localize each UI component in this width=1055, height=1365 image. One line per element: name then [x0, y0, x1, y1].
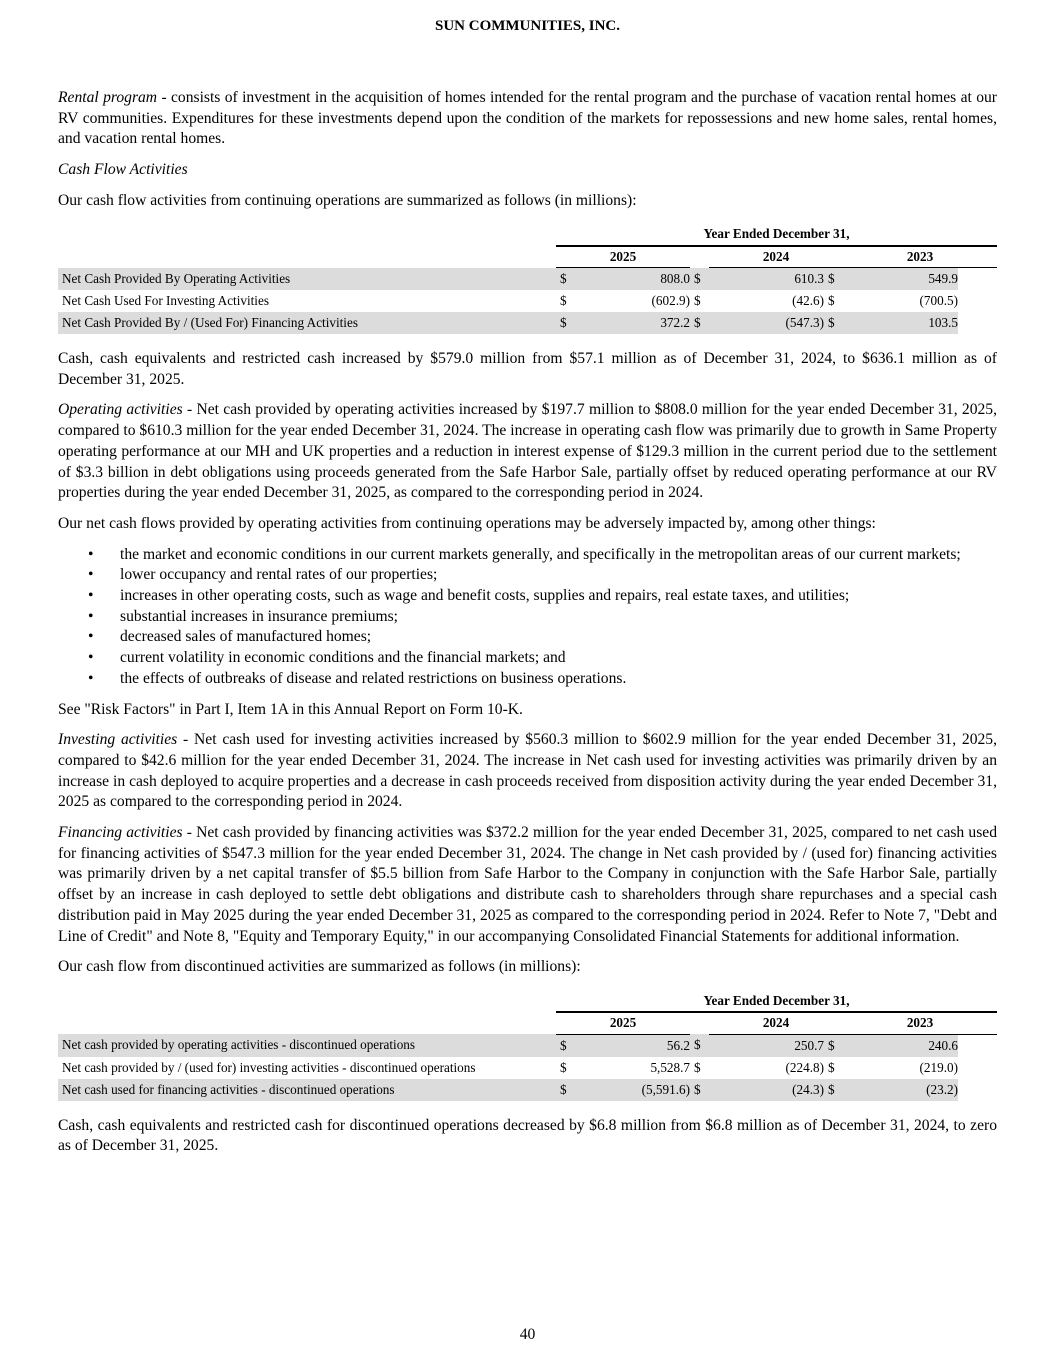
value-2025: 372.2 — [575, 312, 690, 334]
currency-symbol: $ — [560, 1059, 567, 1075]
bullet-glyph: • — [88, 628, 94, 646]
investing-activities-term: Investing activities — [58, 731, 178, 749]
period-header: Year Ended December 31, — [556, 990, 997, 1012]
impact-intro-paragraph: Our net cash flows provided by operating activities from continuing operations may be adversely impacted by, among other things: — [58, 514, 876, 532]
rental-program-term: Rental program — [58, 89, 158, 106]
value-2023: 549.9 — [843, 268, 958, 291]
value-2023: 103.5 — [843, 312, 958, 334]
operating-activities-term: Operating activities — [58, 401, 183, 419]
value-2025: (5,591.6) — [575, 1079, 690, 1101]
year-header-2023: 2023 — [843, 1012, 997, 1034]
currency-symbol: $ — [690, 1034, 709, 1057]
currency-symbol: $ — [828, 293, 835, 309]
row-label: Net Cash Provided By Operating Activities — [58, 268, 556, 291]
investing-activities-paragraph — [58, 730, 997, 813]
list-item-text: lower occupancy and rental rates of our properties; — [120, 566, 438, 584]
list-item — [58, 545, 997, 566]
value-2024: 610.3 — [709, 268, 824, 291]
bullet-glyph: • — [88, 607, 94, 625]
operating-activities-paragraph — [58, 400, 997, 504]
year-header-2024: 2024 — [709, 246, 843, 268]
table-row — [58, 1057, 997, 1079]
list-item — [58, 586, 997, 607]
value-2023: (700.5) — [919, 293, 958, 309]
cash-flow-heading-text: Cash Flow Activities — [58, 161, 188, 179]
row-label: Net Cash Provided By / (Used For) Financing Activities — [58, 312, 556, 334]
currency-symbol: $ — [556, 1079, 575, 1101]
value-2023: (219.0) — [919, 1059, 958, 1075]
value-2025: (602.9) — [651, 293, 690, 309]
rental-program-paragraph — [58, 88, 997, 150]
financing-activities-term: Financing activities — [58, 824, 183, 842]
currency-symbol: $ — [694, 293, 701, 309]
rental-program-text: - consists of investment in the acquisition of homes intended for the rental program and the purchase of vacation rental homes at our RV communities. Expenditures for these investments depend upon the condition of the markets for repossessions and new home sales, rental homes, and vacation rental homes. — [58, 89, 997, 148]
table-row — [58, 268, 997, 291]
financing-activities-paragraph — [58, 823, 997, 947]
value-2025: 808.0 — [575, 268, 690, 291]
currency-symbol: $ — [690, 1079, 709, 1101]
list-item-text: increases in other operating costs, such as wage and benefit costs, supplies and repairs, real estate taxes, and utilities; — [120, 587, 850, 605]
currency-symbol: $ — [824, 1079, 843, 1101]
page-number: 40 — [519, 1326, 536, 1343]
value-2023: 240.6 — [843, 1034, 958, 1057]
currency-symbol: $ — [556, 268, 575, 291]
table-row — [58, 290, 997, 312]
row-label: Net cash used for financing activities - discontinued operations — [58, 1079, 556, 1101]
currency-symbol: $ — [824, 312, 843, 334]
year-header-2024: 2024 — [709, 1012, 843, 1034]
table-row — [58, 312, 997, 334]
value-2023: (23.2) — [843, 1079, 958, 1101]
currency-symbol: $ — [690, 268, 709, 291]
value-2024: (24.3) — [709, 1079, 824, 1101]
operating-activities-text: - Net cash provided by operating activities increased by $197.7 million to $808.0 million for the year ended December 31, 2025, compared to $610.3 million for the year ended December 31, 2024. The increase in operating cash flow was primarily due to growth in Same Property operating performance at our MH and UK properties and a reduction in interest expense of $129.3 million in the current period due to the settlement of $3.3 billion in debt obligations using proceeds generated from the Safe Harbor Sale, partially offset by reduced operating performance at our RV properties during the year ended December 31, 2025, as compared to the corresponding period in 2024. — [58, 401, 997, 502]
cash-flow-summary-intro: Our cash flow activities from continuing operations are summarized as follows (in millions): — [58, 191, 637, 209]
currency-symbol: $ — [824, 1034, 843, 1057]
discontinued-cash-paragraph: Cash, cash equivalents and restricted cash for discontinued operations decreased by $6.8 million from $6.8 million as of December 31, 2024, to zero as of December 31, 2025. — [58, 1116, 997, 1155]
list-item — [58, 627, 997, 648]
year-header-2023: 2023 — [843, 246, 997, 268]
row-label: Net cash provided by operating activities - discontinued operations — [58, 1034, 556, 1057]
value-2024: (224.8) — [785, 1059, 824, 1075]
currency-symbol: $ — [690, 312, 709, 334]
risk-factors-reference: See "Risk Factors" in Part I, Item 1A in this Annual Report on Form 10-K. — [58, 700, 523, 718]
list-item — [58, 565, 997, 586]
cash-increase-paragraph: Cash, cash equivalents and restricted cash increased by $579.0 million from $57.1 million as of December 31, 2024, to $636.1 million as of December 31, 2025. — [58, 350, 997, 388]
value-2025: 56.2 — [575, 1034, 690, 1057]
currency-symbol: $ — [828, 1059, 835, 1075]
row-label: Net Cash Used For Investing Activities — [62, 293, 269, 309]
list-item — [58, 648, 997, 669]
bullet-glyph: • — [88, 669, 94, 687]
list-item-text: the effects of outbreaks of disease and related restrictions on business operations. — [120, 669, 627, 687]
list-item — [58, 607, 997, 628]
discontinued-intro-paragraph: Our cash flow from discontinued activities are summarized as follows (in millions): — [58, 958, 581, 976]
bullet-glyph: • — [88, 649, 94, 667]
period-header: Year Ended December 31, — [556, 224, 997, 246]
currency-symbol: $ — [694, 1059, 701, 1075]
bullet-glyph: • — [88, 545, 94, 563]
row-label: Net cash provided by / (used for) investing activities - discontinued operations — [62, 1059, 476, 1075]
currency-symbol: $ — [560, 293, 567, 309]
value-2024: 250.7 — [709, 1034, 824, 1057]
value-2025: 5,528.7 — [650, 1059, 690, 1075]
table-row — [58, 1034, 997, 1057]
bullet-glyph: • — [88, 587, 94, 605]
page-content — [58, 88, 997, 1167]
currency-symbol: $ — [556, 312, 575, 334]
list-item-text: the market and economic conditions in our current markets generally, and specifically in the metropolitan areas of our current markets; — [120, 545, 961, 563]
financing-activities-text: - Net cash provided by financing activities was $372.2 million for the year ended December 31, 2025, compared to net cash used for financing activities of $547.3 million for the year ended December 31, 2024. The change in Net cash provided by / (used for) financing activities was primarily driven by a net capital transfer of $5.5 billion from Safe Harbor to the Company in conjunction with the Safe Harbor Sale, partially offset by an increase in cash deployed to settle debt obligations and distribute cash to shareholders through share repurchases and a special cash distribution paid in May 2025 during the year ended December 31, 2025 as compared to the corresponding period in 2024. Refer to Note 7, "Debt and Line of Credit" and Note 8, "Equity and Temporary Equity," in our accompanying Consolidated Financial Statements for additional information. — [58, 824, 997, 945]
currency-symbol: $ — [556, 1034, 575, 1057]
cash-flow-heading — [58, 160, 997, 181]
list-item-text: current volatility in economic conditions and the financial markets; and — [120, 649, 566, 667]
year-header-2025: 2025 — [556, 1012, 690, 1034]
discontinued-cash-flow-table — [58, 990, 997, 1101]
list-item-text: decreased sales of manufactured homes; — [120, 628, 372, 646]
value-2024: (42.6) — [792, 293, 824, 309]
bullet-glyph: • — [88, 566, 94, 584]
list-item-text: substantial increases in insurance premiums; — [120, 607, 399, 625]
year-header-2025: 2025 — [556, 246, 690, 268]
currency-symbol: $ — [824, 268, 843, 291]
continuing-cash-flow-table — [58, 224, 997, 335]
list-item — [58, 669, 997, 690]
investing-activities-text: - Net cash used for investing activities increased by $560.3 million to $602.9 million for the year ended December 31, 2025, compared to $42.6 million for the year ended December 31, 2024. The increase in Net cash used for investing activities was primarily driven by an increase in cash deployed to acquire properties and a decrease in cash proceeds received from disposition activity during the year ended December 31, 2025 as compared to the corresponding period in 2024. — [58, 731, 997, 811]
table-row — [58, 1079, 997, 1101]
impact-factors-list — [58, 545, 997, 690]
page-header-company: SUN COMMUNITIES, INC. — [434, 18, 621, 34]
value-2024: (547.3) — [709, 312, 824, 334]
